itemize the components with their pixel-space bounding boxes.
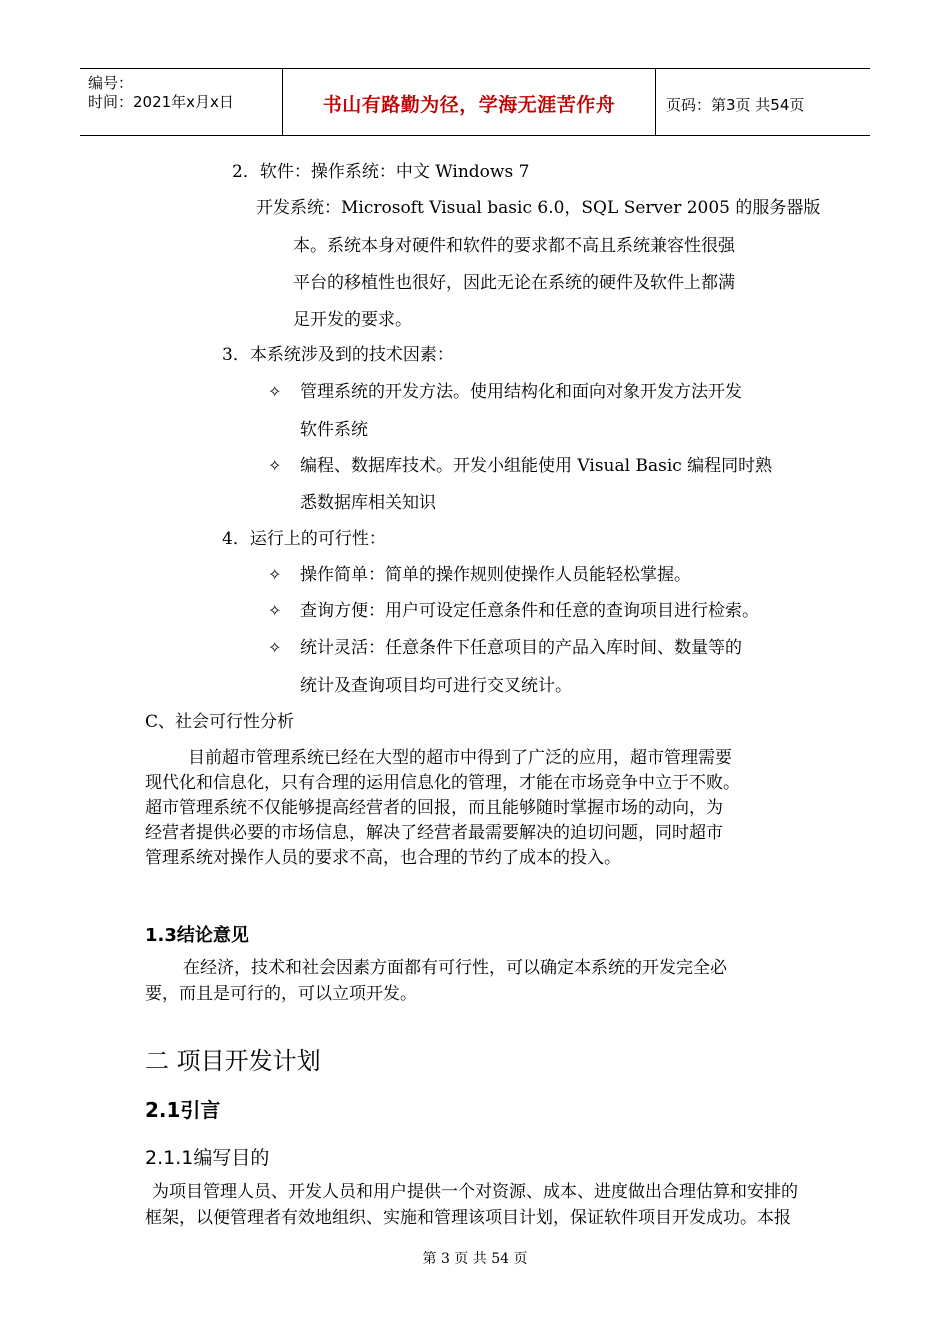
tech-item-2-line-2: 悉数据库相关知识: [300, 493, 436, 513]
software-line-5: 足开发的要求。: [293, 310, 412, 330]
header-right-cell: [656, 69, 870, 135]
header-left-cell: [80, 69, 283, 135]
tech-item-2-line-1: 编程、数据库技术。开发小组能使用 Visual Basic 编程同时熟: [300, 456, 773, 476]
software-line-3: 本。系统本身对硬件和软件的要求都不高且系统兼容性很强: [293, 236, 735, 256]
number-label: 编号：: [88, 74, 134, 92]
software-line-4: 平台的移植性也很好，因此无论在系统的硬件及软件上都满: [293, 273, 735, 293]
operation-heading: 4．运行上的可行性：: [222, 529, 386, 549]
software-line-2: 开发系统：Microsoft Visual basic 6.0，SQL Server 2005 的服务器版: [256, 198, 821, 218]
conclusion-line-2: 要，而且是可行的，可以立项开发。: [145, 984, 417, 1004]
header-mid-cell: [283, 69, 656, 135]
software-line-1: 2．软件：操作系统：中文 Windows 7: [232, 162, 530, 182]
diamond-outline-icon: ✧: [268, 601, 282, 620]
purpose-line-1: 为项目管理人员、开发人员和用户提供一个对资源、成本、进度做出合理估算和安排的: [152, 1182, 798, 1202]
section-heading: 2.1引言: [145, 1098, 221, 1122]
date-label: 时间：2021年x月x日: [88, 93, 234, 111]
diamond-outline-icon: ✧: [268, 382, 282, 401]
purpose-line-2: 框架，以便管理者有效地组织、实施和管理该项目计划，保证软件项目开发成功。本报: [145, 1208, 791, 1228]
header-page-info: 页码：第3页 共54页: [666, 96, 805, 114]
tech-heading: 3．本系统涉及到的技术因素：: [222, 345, 454, 365]
header-motto: 书山有路勤为径，学海无涯苦作舟: [322, 94, 616, 116]
diamond-outline-icon: ✧: [268, 638, 282, 657]
page-header: [80, 68, 870, 136]
social-line-3: 超市管理系统不仅能够提高经营者的回报，而且能够随时掌握市场的动向，为: [145, 798, 723, 818]
conclusion-line-1: 在经济，技术和社会因素方面都有可行性，可以确定本系统的开发完全必: [183, 958, 727, 978]
diamond-outline-icon: ✧: [268, 565, 282, 584]
social-line-2: 现代化和信息化，只有合理的运用信息化的管理，才能在市场竞争中立于不败。: [145, 773, 740, 793]
operation-item-1: 操作简单：简单的操作规则使操作人员能轻松掌握。: [300, 565, 691, 585]
operation-item-2: 查询方便：用户可设定任意条件和任意的查询项目进行检索。: [300, 601, 759, 621]
operation-item-3-line-1: 统计灵活：任意条件下任意项目的产品入库时间、数量等的: [300, 638, 742, 658]
page-footer: 第 3 页 共 54 页: [422, 1251, 528, 1267]
diamond-outline-icon: ✧: [268, 456, 282, 475]
tech-item-1-line-1: 管理系统的开发方法。使用结构化和面向对象开发方法开发: [300, 382, 742, 402]
social-line-5: 管理系统对操作人员的要求不高，也合理的节约了成本的投入。: [145, 848, 621, 868]
conclusion-heading: 1.3结论意见: [145, 925, 249, 946]
social-line-4: 经营者提供必要的市场信息，解决了经营者最需要解决的迫切问题，同时超市: [145, 823, 723, 843]
social-heading: C、社会可行性分析: [145, 712, 295, 732]
tech-item-1-line-2: 软件系统: [300, 420, 368, 440]
subsection-heading: 2.1.1编写目的: [145, 1147, 270, 1169]
operation-item-3-line-2: 统计及查询项目均可进行交叉统计。: [300, 676, 572, 696]
social-line-1: 目前超市管理系统已经在大型的超市中得到了广泛的应用，超市管理需要: [188, 748, 732, 768]
chapter-heading: 二 项目开发计划: [145, 1047, 321, 1075]
